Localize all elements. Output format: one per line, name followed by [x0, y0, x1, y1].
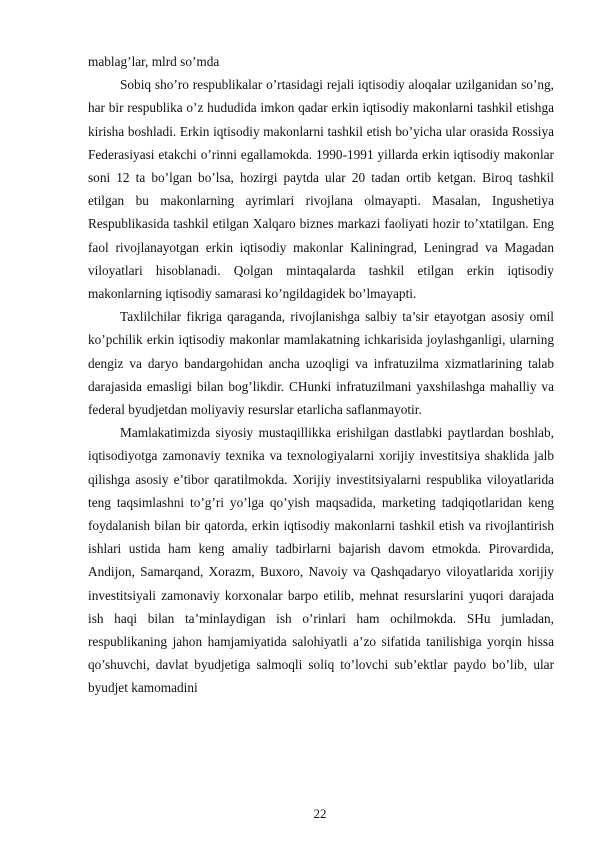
paragraph: Taxlilchilar fikriga qaraganda, rivojlanishga salbiy ta’sir etayotgan asosiy omil ko’pchilik erkin iqtisodiy makonlar mamlakatning ichkarisida joylashganligi, ularning dengiz va daryo bandargohidan ancha uzoqligi va infratuzilma xizmatlarining talab darajasida emasligi bilan bog’likdir. CHunki infratuzilmani yaxshilashga mahalliy va federal byudjetdan moliyaviy resurslar etarlicha saflanmayotir. — [88, 309, 554, 418]
paragraph: Sobiq sho’ro respublikalar o’rtasidagi rejali iqtisodiy aloqalar uzilganidan so’ng, har bir respublika o’z hududida imkon qadar erkin iqtisodiy makonlarni tashkil etishga kirisha boshladi. Erkin iqtisodiy makonlarni tashkil etish bo’yicha ular orasida Rossiya Federasiyasi etakchi o’rinni egallamokda. 1990-1991 yillarda erkin iqtisodiy makonlar soni 12 ta bo’lgan bo’lsa, hozirgi paytda ular 20 tadan ortib ketgan. Biroq tashkil etilgan bu makonlarning ayrimlari rivojlana olmayapti. Masalan, Ingushetiya Respublikasida tashkil etilgan Xalqaro biznes markazi faoliyati hozir to’xtatilgan. Eng faol rivojlanayotgan erkin iqtisodiy makonlar Kaliningrad, Leningrad va Magadan viloyatlari hisoblanadi. Qolgan mintaqalarda tashkil etilgan erkin iqtisodiy makonlarning iqtisodiy samarasi ko’ngildagidek bo’lmayapti. — [88, 77, 554, 302]
body-text — [88, 50, 554, 700]
page-number: 22 — [313, 806, 327, 821]
paragraph: Mamlakatimizda siyosiy mustaqillikka erishilgan dastlabki paytlardan boshlab, iqtisodiyotga zamonaviy texnika va texnologiyalarni xorijiy investitsiya shaklida jalb qilishga asosiy e’tibor qaratilmokda. Xorijiy investitsiyalarni respublika viloyatlarida teng taqsimlashni to’g’ri yo’lga qo’yish maqsadida, marketing tadqiqotlaridan keng foydalanish bilan bir qatorda, erkin iqtisodiy makonlarni tashkil etish va rivojlantirish ishlari ustida ham keng amaliy tadbirlarni bajarish davom etmokda. Pirovardida, Andijon, Samarqand, Xorazm, Buxoro, Navoiy va Qashqadaryo viloyatlarida xorijiy investitsiyali zamonaviy korxonalar barpo etilib, mehnat resurslarini yuqori darajada ish haqi bilan ta’minlaydigan ish o’rinlari ham ochilmokda. SHu jumladan, respublikaning jahon hamjamiyatida salohiyatli a’zo sifatida tanilishiga yorqin hissa qo’shuvchi, davlat byudjetiga salmoqli soliq to’lovchi sub’ektlar paydo bo’lib, ular byudjet kamomadini — [88, 425, 554, 696]
table-caption-fragment: mablag’lar, mlrd so’mda — [88, 54, 220, 69]
